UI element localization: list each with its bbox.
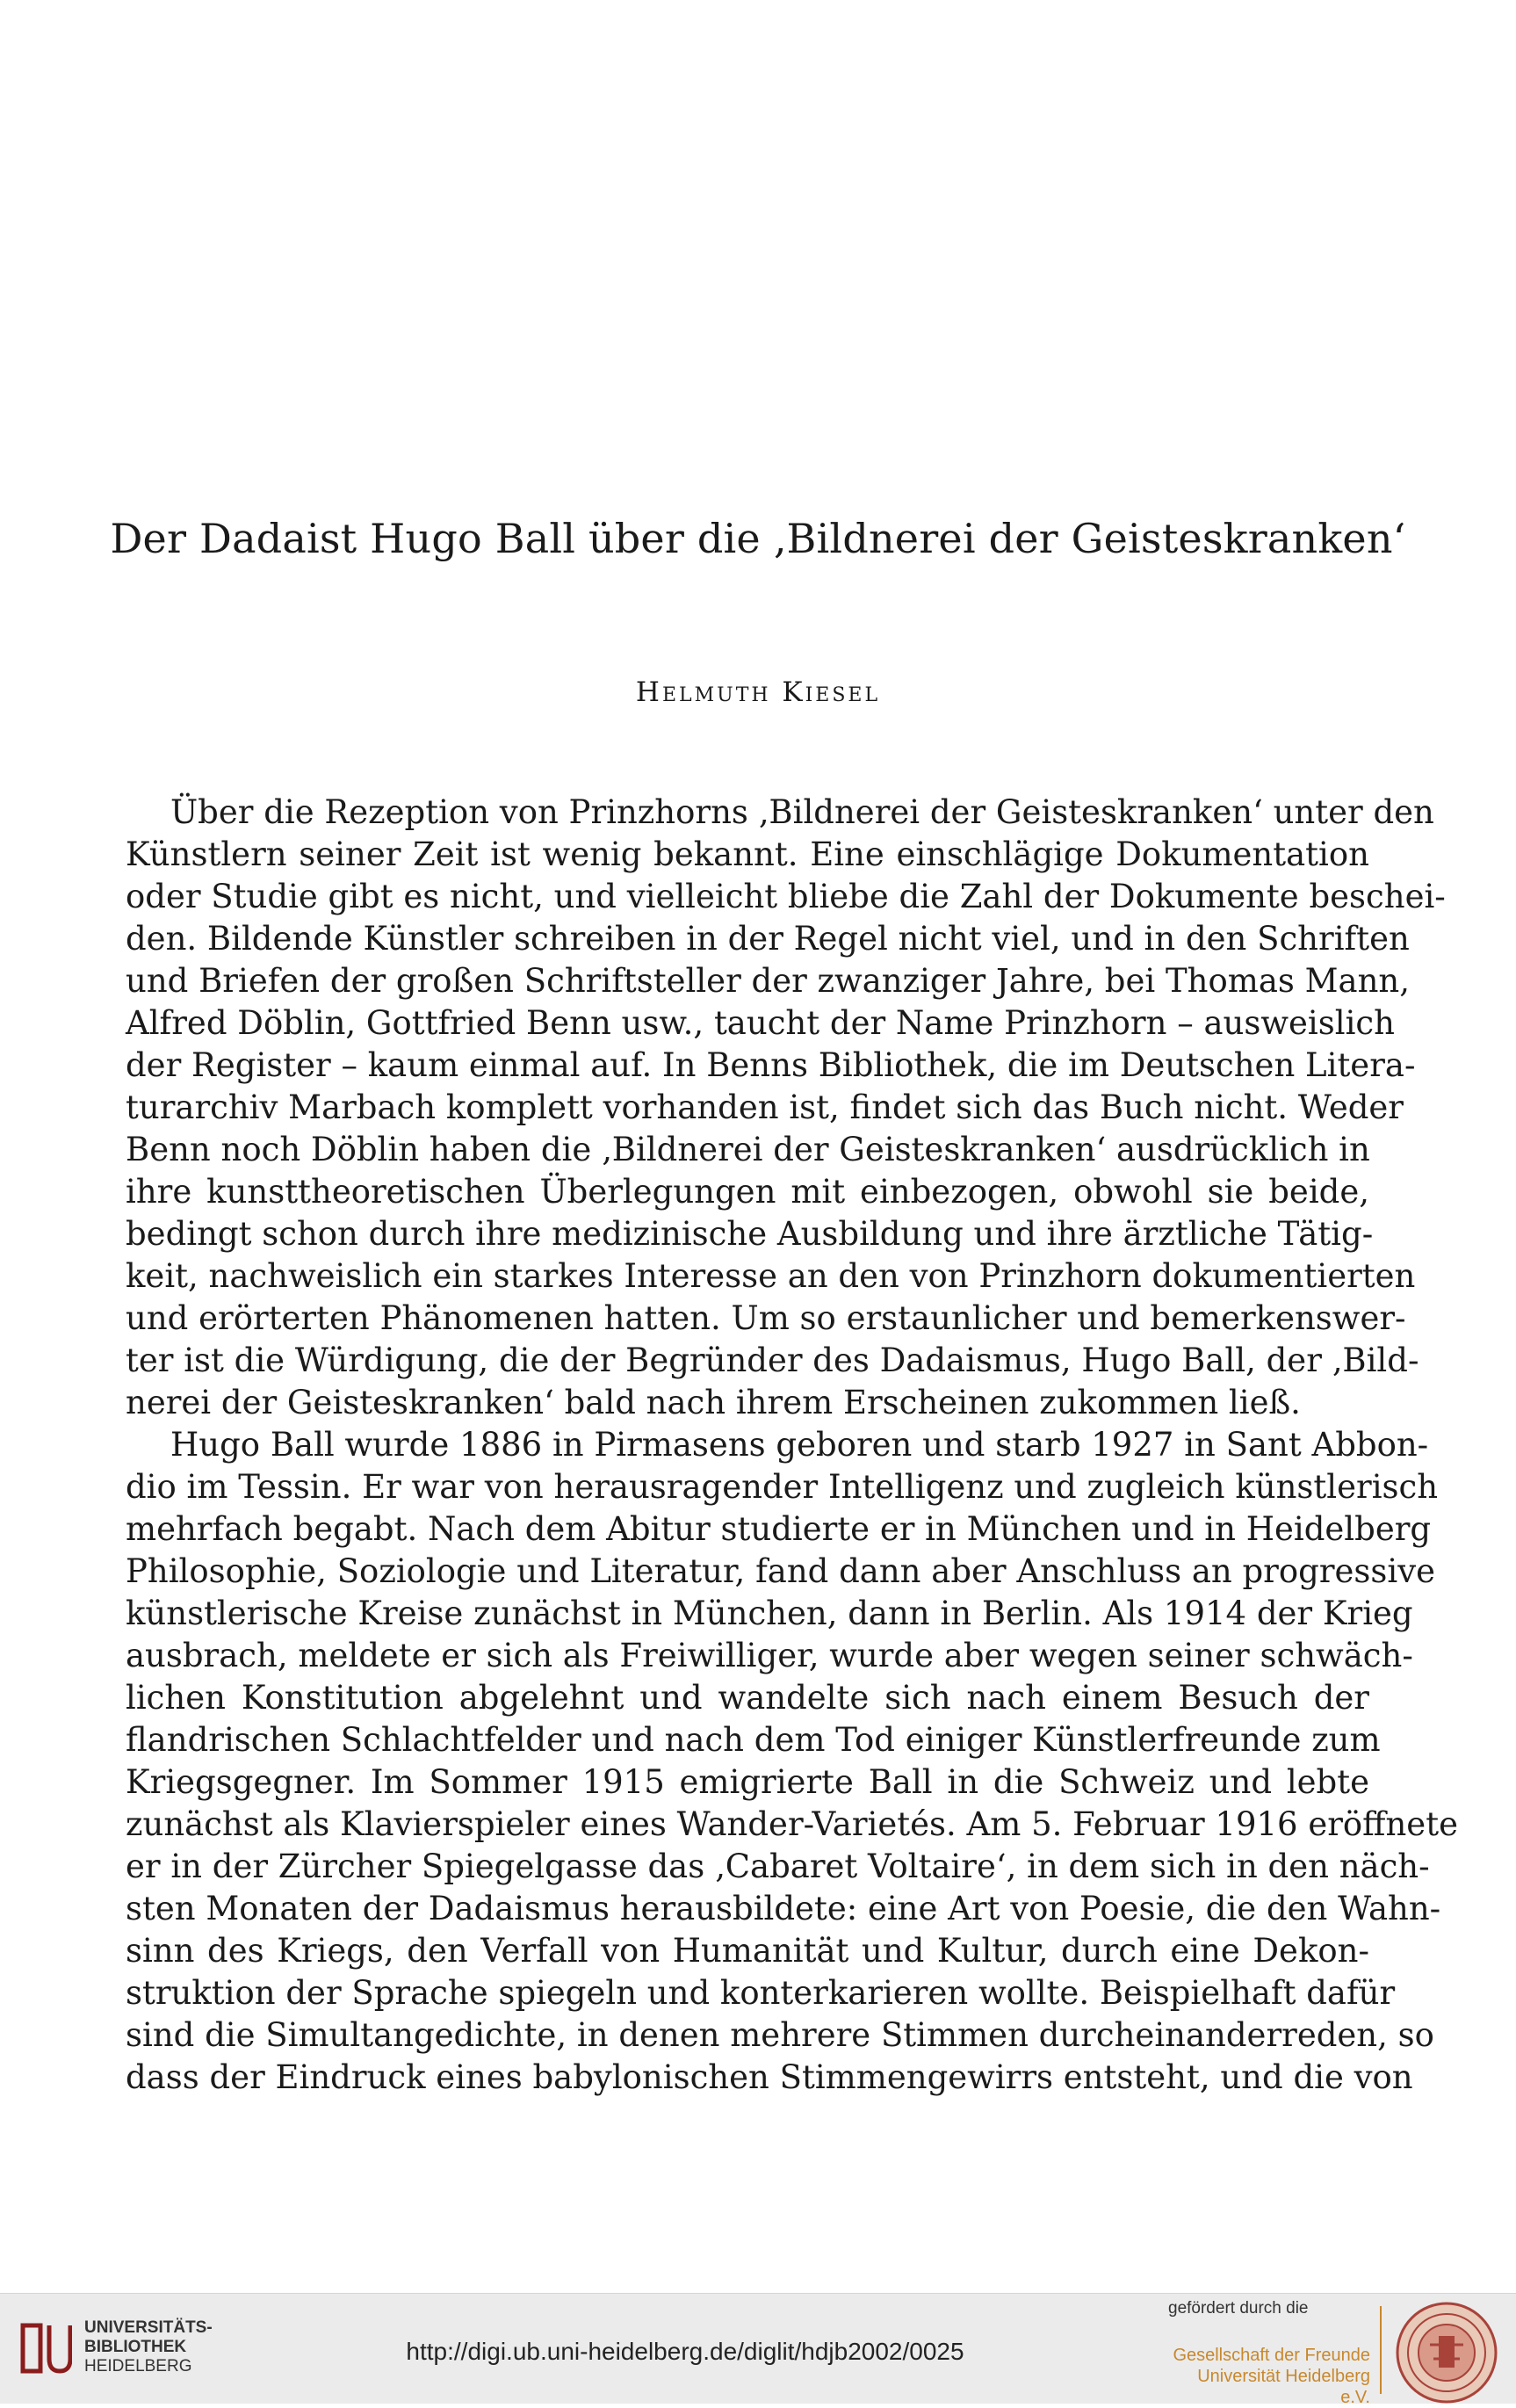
text-line: Alfred Döblin, Gottfried Benn usw., taucht der Name Prinzhorn – ausweislich [126,1004,1395,1042]
library-logo-icon [19,2320,72,2376]
library-name-line2: BIBLIOTHEK [84,2338,187,2356]
text-line: mehrfach begabt. Nach dem Abitur studierte er in München und in Heidelberg [126,1510,1432,1548]
text-line: und erörterten Phänomenen hatten. Um so erstaunlicher und bemerkenswer- [126,1299,1406,1337]
text-line: Philosophie, Soziologie und Literatur, fand dann aber Anschluss an progressive [126,1552,1436,1590]
text-line: oder Studie gibt es nicht, und vielleicht bliebe die Zahl der Dokumente beschei- [126,878,1446,915]
article-title: Der Dadaist Hugo Ball über die ‚Bildnerei der Geisteskranken‘ [110,515,1406,562]
text-line: Künstlern seiner Zeit ist wenig bekannt. Eine einschlägige Dokumentation [126,835,1369,873]
text-line: dio im Tessin. Er war von herausragender Intelligenz und zugleich künstlerisch [126,1468,1439,1506]
library-name-line1: UNIVERSITÄTS- [84,2318,213,2337]
text-line: nerei der Geisteskranken‘ bald nach ihrem Erscheinen zukommen ließ. [126,1384,1301,1421]
text-line: der Register – kaum einmal auf. In Benns Bibliothek, die im Deutschen Litera- [126,1046,1416,1084]
text-line: Hugo Ball wurde 1886 in Pirmasens geboren und starb 1927 in Sant Abbon- [170,1426,1429,1464]
digitization-footer [0,2293,1516,2407]
text-line: den. Bildende Künstler schreiben in der Regel nicht viel, und in den Schriften [126,920,1410,958]
text-line: und Briefen der großen Schriftsteller der zwanziger Jahre, bei Thomas Mann, [126,962,1411,1000]
text-line: sinn des Kriegs, den Verfall von Humanität und Kultur, durch eine Dekon- [126,1932,1369,1970]
text-line: ausbrach, meldete er sich als Freiwilliger, wurde aber wegen seiner schwäch- [126,1637,1413,1674]
text-line: turarchiv Marbach komplett vorhanden ist, findet sich das Buch nicht. Weder [126,1088,1404,1126]
text-line: ihre kunsttheoretischen Überlegungen mit einbezogen, obwohl sie beide, [126,1173,1369,1211]
article-author: Helmuth Kiesel [635,676,881,708]
library-name [84,2318,213,2376]
sponsor-name-line1: Gesellschaft der Freunde [1173,2346,1370,2365]
text-line: sten Monaten der Dadaismus herausbildete: eine Art von Poesie, die den Wahn- [126,1890,1441,1927]
library-name-line3: HEIDELBERG [84,2357,192,2375]
university-seal-icon [1395,2301,1498,2404]
text-line: keit, nachweislich ein starkes Interesse an den von Prinzhorn dokumentierten [126,1257,1416,1295]
text-line: bedingt schon durch ihre medizinische Ausbildung und ihre ärztliche Tätig- [126,1215,1374,1253]
text-line: flandrischen Schlachtfelder und nach dem Tod einiger Künstlerfreunde zum [126,1721,1381,1759]
text-line: Benn noch Döblin haben die ‚Bildnerei der Geisteskranken‘ ausdrücklich in [126,1131,1370,1168]
source-url-link[interactable]: http://digi.ub.uni-heidelberg.de/diglit/hdjb2002/0025 [406,2338,964,2365]
text-line: zunächst als Klavierspieler eines Wander-Varietés. Am 5. Februar 1916 eröffnete [126,1805,1458,1843]
text-line: künstlerische Kreise zunächst in München, dann in Berlin. Als 1914 der Krieg [126,1594,1413,1632]
text-line: Über die Rezeption von Prinzhorns ‚Bildnerei der Geisteskranken‘ unter den [170,793,1434,831]
text-line: struktion der Sprache spiegeln und konterkarieren wollte. Beispielhaft dafür [126,1974,1396,2012]
text-line: Kriegsgegner. Im Sommer 1915 emigrierte Ball in die Schweiz und lebte [126,1763,1369,1801]
sponsor-name [1168,2345,1370,2408]
text-line: dass der Eindruck eines babylonischen Stimmengewirrs entsteht, und die von [126,2058,1413,2096]
funded-by-label: gefördert durch die [1168,2299,1309,2318]
text-line: sind die Simultangedichte, in denen mehrere Stimmen durcheinanderreden, so [126,2016,1434,2054]
sponsor-name-line2: Universität Heidelberg e.V. [1197,2367,1370,2407]
text-line: er in der Zürcher Spiegelgasse das ‚Cabaret Voltaire‘, in dem sich in den näch- [126,1848,1430,1885]
text-line: lichen Konstitution abgelehnt und wandelte sich nach einem Besuch der [126,1679,1369,1717]
text-line: ter ist die Würdigung, die der Begründer des Dadaismus, Hugo Ball, der ‚Bild- [126,1341,1419,1379]
footer-divider [1380,2306,1382,2394]
